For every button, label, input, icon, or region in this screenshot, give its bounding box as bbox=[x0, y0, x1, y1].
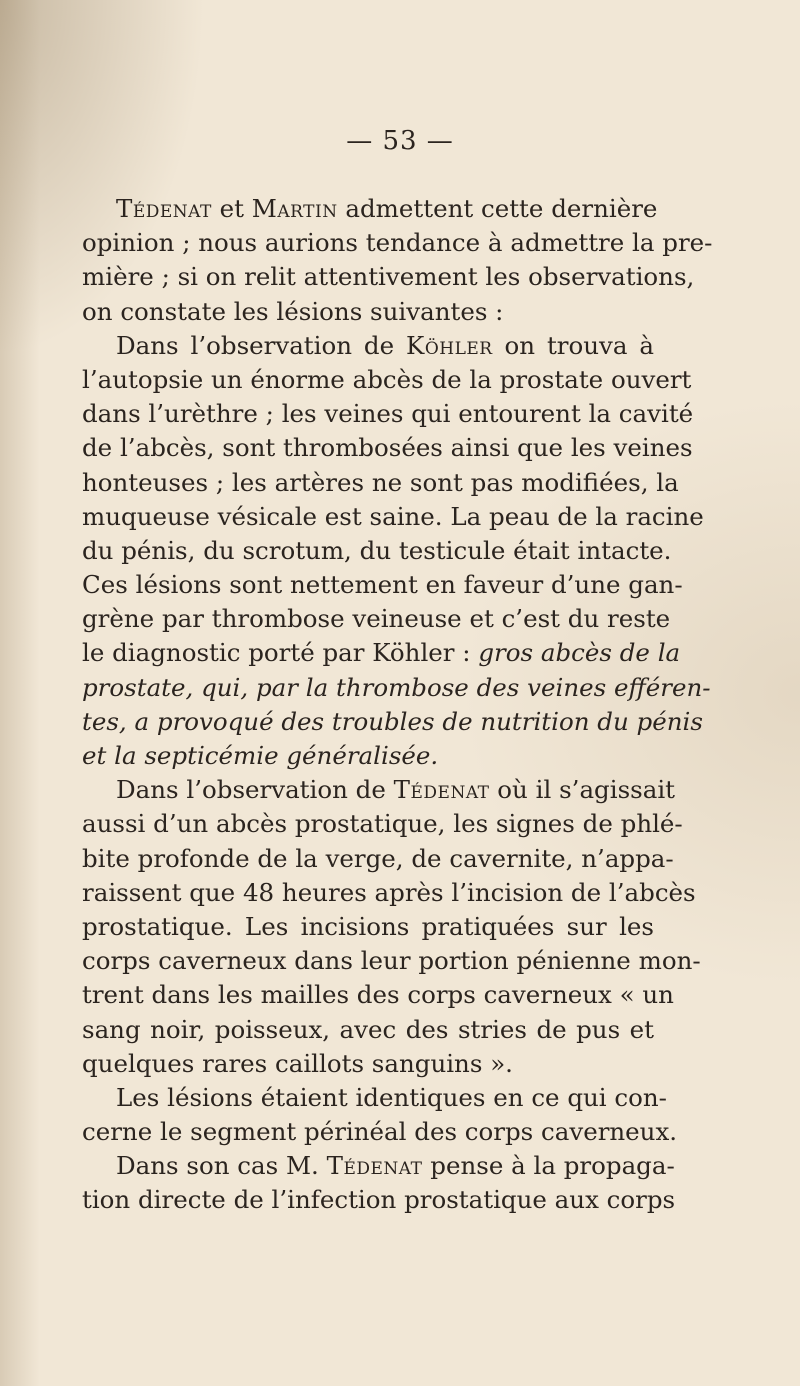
text-segment: corps caverneux dans leur portion pénienne mon- bbox=[82, 946, 701, 976]
text-segment: du pénis, du scrotum, du testicule était intacte. bbox=[82, 535, 672, 565]
text-line bbox=[82, 1183, 676, 1217]
italic-quote: gros abcès de la bbox=[478, 638, 681, 668]
text-segment: prostatique. Les incisions pratiquées sur les bbox=[82, 911, 654, 941]
text-segment: admettent cette dernière bbox=[337, 194, 658, 223]
text-line bbox=[82, 842, 674, 876]
text-line bbox=[82, 1047, 654, 1081]
text-segment: on trouva à bbox=[492, 330, 654, 360]
text-segment: tion directe de l’infection prostatique aux corps bbox=[82, 1185, 676, 1215]
text-segment: Les lésions étaient identiques en ce qui con- bbox=[116, 1082, 667, 1112]
author-name: Tédenat bbox=[326, 1151, 423, 1181]
author-name: Martin bbox=[251, 194, 338, 223]
text-line bbox=[82, 944, 701, 978]
text-line bbox=[82, 602, 671, 636]
text-segment: aussi d’un abcès prostatique, les signes de phlé- bbox=[82, 809, 683, 839]
text-line bbox=[82, 500, 704, 534]
text-segment: l’autopsie un énorme abcès de la prostate ouvert bbox=[82, 364, 692, 394]
text-line bbox=[82, 226, 713, 260]
text-line bbox=[82, 876, 696, 910]
text-line bbox=[82, 295, 654, 329]
text-line bbox=[82, 534, 672, 568]
text-line bbox=[82, 1081, 667, 1115]
text-segment: où il s’agissait bbox=[489, 775, 676, 805]
text-line bbox=[82, 1115, 678, 1149]
text-line bbox=[82, 978, 674, 1012]
text-line bbox=[82, 739, 654, 773]
text-segment: muqueuse vésicale est saine. La peau de la racine bbox=[82, 501, 704, 531]
author-name: Tédenat bbox=[393, 775, 490, 805]
text-line bbox=[82, 568, 683, 602]
text-line bbox=[82, 1149, 675, 1183]
text-segment: trent dans les mailles des corps caverneux « un bbox=[82, 980, 674, 1010]
author-name: Köhler bbox=[406, 330, 493, 360]
text-line bbox=[82, 431, 693, 465]
text-line bbox=[82, 807, 683, 841]
text-segment: cerne le segment périnéal des corps caverneux. bbox=[82, 1117, 678, 1147]
text-segment: sang noir, poisseux, avec des stries de pus et bbox=[82, 1014, 654, 1044]
text-segment: Dans l’observation de bbox=[116, 775, 394, 805]
text-segment: pense à la propaga- bbox=[422, 1151, 675, 1181]
author-name: Tédenat bbox=[116, 194, 212, 223]
italic-quote: tes, a provoqué des troubles de nutrition du pénis bbox=[82, 706, 703, 736]
text-line bbox=[82, 466, 679, 500]
text-line bbox=[82, 1013, 654, 1047]
text-segment: Dans l’observation de bbox=[116, 330, 407, 360]
text-line bbox=[82, 671, 711, 705]
italic-quote: et la septicémie généralisée. bbox=[82, 741, 439, 770]
text-line bbox=[82, 773, 676, 807]
text-segment: grène par thrombose veineuse et c’est du reste bbox=[82, 604, 671, 634]
text-segment: Dans son cas M. bbox=[116, 1151, 327, 1181]
text-segment: Ces lésions sont nettement en faveur d’une gan- bbox=[82, 570, 683, 600]
text-line bbox=[82, 329, 654, 363]
body-text bbox=[82, 192, 713, 1218]
text-segment: le diagnostic porté par Köhler : bbox=[82, 638, 479, 668]
text-line bbox=[82, 363, 692, 397]
text-segment: bite profonde de la verge, de cavernite, n’appa- bbox=[82, 843, 674, 873]
italic-quote: prostate, qui, par la thrombose des veines efféren- bbox=[82, 672, 711, 702]
text-segment: quelques rares caillots sanguins ». bbox=[82, 1048, 513, 1078]
text-line bbox=[82, 192, 658, 226]
text-line bbox=[82, 260, 695, 294]
text-segment: opinion ; nous aurions tendance à admettre la pre- bbox=[82, 228, 713, 258]
text-line bbox=[82, 636, 681, 670]
text-segment: raissent que 48 heures après l’incision de l’abcès bbox=[82, 877, 696, 907]
page-number: — 53 — bbox=[346, 126, 454, 156]
text-line bbox=[82, 910, 654, 944]
text-segment: on constate les lésions suivantes : bbox=[82, 296, 504, 326]
text-segment: honteuses ; les artères ne sont pas modifiées, la bbox=[82, 467, 679, 497]
text-segment: de l’abcès, sont thrombosées ainsi que les veines bbox=[82, 433, 693, 463]
text-segment: dans l’urèthre ; les veines qui entourent la cavité bbox=[82, 399, 694, 429]
text-segment: mière ; si on relit attentivement les observations, bbox=[82, 262, 695, 292]
text-line bbox=[82, 397, 694, 431]
text-line bbox=[82, 705, 703, 739]
text-segment: et bbox=[211, 194, 252, 223]
